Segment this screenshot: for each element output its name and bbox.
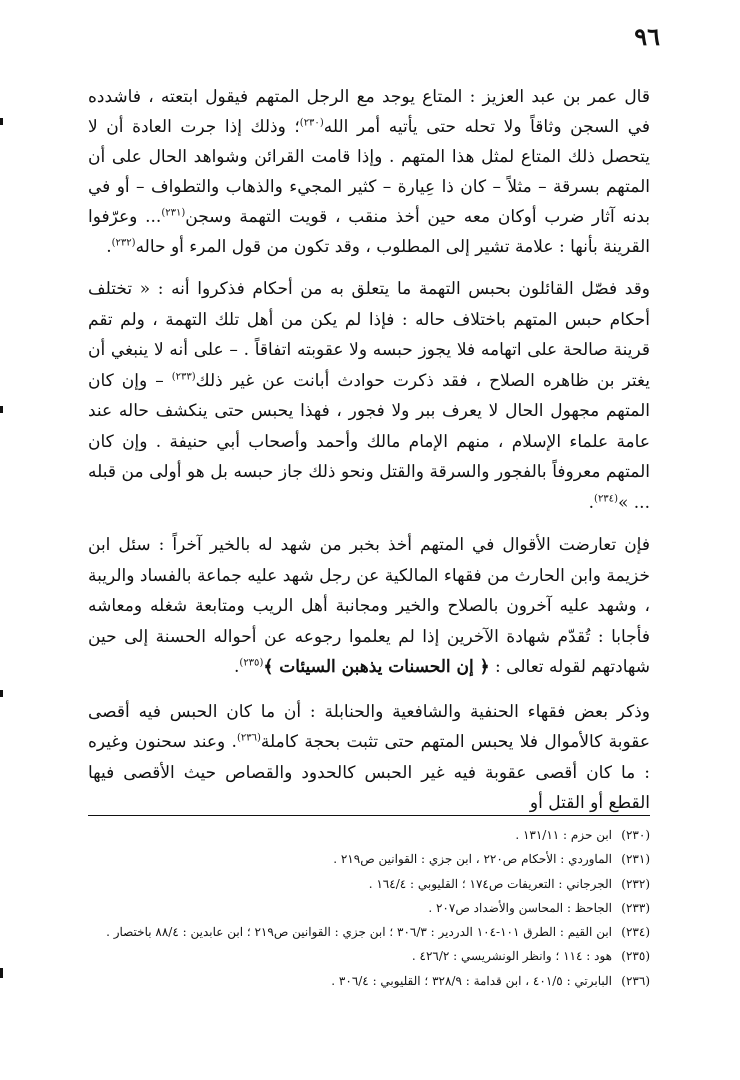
footnote-ref-230[interactable]: (٢٣٠): [299, 117, 324, 129]
footnotes-section: [70, 823, 650, 993]
paragraph-1-text: قال عمر بن عبد العزيز : المتاع يوجد مع الرجل المتهم فيقول ابتعته ، فاشدده في السجن وثاقاً ولا تحله حتى يأتيه أمر الله: [88, 87, 651, 137]
paragraph-2-text-2: – وإن كان المتهم مجهول الحال لا يعرف ببر ولا فجور ، فهذا يحبس حتى ينكشف حاله عند عامة علماء الإسلام ، منهم الإمام مالك وأحمد وأصحاب أبي حنيفة . وإن كان المتهم معروفاً بالفجور والسرقة والقتل ونحو ذلك جاز حبسه بل هو أولى من قبله ... »: [88, 370, 650, 513]
paragraph-1-text-2: ؛ وذلك إذا جرت العادة أن لا يتحصل ذلك المتاع لمثل هذا المتهم . وإذا قامت القرائن وشواهد الحال على أن المتهم بسرقة – مثلاً – كان ذا عِيارة – كثير المجيء والذهاب والتطواف – أو في بدنه آثار ضرب أوكان معه حين أخذ منقب ، قويت التهمة وسجن: [88, 117, 650, 227]
footnote-item: [70, 872, 650, 896]
footnote-number: (٢٣٣): [621, 900, 650, 915]
footnote-number: (٢٣١): [621, 852, 650, 867]
footnote-number: (٢٣٦): [621, 973, 650, 988]
paragraph-1-text-4: .: [106, 237, 112, 257]
paragraph-3-text: فإن تعارضت الأقوال في المتهم أخذ بخبر من شهد له بالخير آخراً : سئل ابن خزيمة وابن الحارث من فقهاء المالكية عن رجل شهد عليه جماعة بالفساد والريبة ، وشهد عليه آخرون بالصلاح والخير ومجانبة أهل الريب ومتابعة شغله ومعاشه فأجابا : تُقدّم شهادة الآخرين إذا لم يعلموا رجوعه عن أحواله الحسنة إلى حين شهادتهم لقوله تعالى :: [88, 535, 650, 677]
paragraph-2-text-3: .: [588, 492, 595, 513]
paragraph-2-text: وقد فصّل القائلون بحبس التهمة ما يتعلق به من أحكام فذكروا أنه : « تختلف أحكام حبس المتهم باختلاف حاله : فإذا لم يكن من أهل تلك التهمة ، ولم تقم قرينة صالحة على اتهامه فلا يجوز حبسه ولا عقوبته اتفاقاً . – على أنه لا ينبغي أن يغتر بن ظاهره الصلاح ، فقد ذكرت حوادث أبانت عن غير ذلك: [88, 279, 650, 391]
paragraph-3: [88, 530, 650, 683]
paragraph-4: [88, 697, 650, 819]
footnote-number: (٢٣٤): [621, 925, 650, 940]
paragraph-4-text-2: . وعند سحنون وغيره : ما كان أقصى عقوبة فيه غير الحبس كالحدود والقصاص حيث الأقصى فيها القطع أو القتل أو: [88, 732, 650, 813]
footnote-number: (٢٣٠): [621, 828, 650, 842]
footnote-ref-235[interactable]: (٢٣٥): [239, 657, 264, 669]
paragraph-1-text-3: ... وعرّفوا القرينة بأنها : علامة تشير إلى المطلوب ، وقد تكون من قول المرء أو حاله: [88, 207, 650, 257]
scan-edge-mark: [0, 968, 3, 978]
footnote-number: (٢٣٥): [621, 949, 650, 964]
footnote-ref-231[interactable]: (٢٣١): [161, 207, 186, 219]
footnote-number: (٢٣٢): [621, 876, 650, 891]
footnote-text: ابن القيم : الطرق ١٠١-١٠٤ الدردير : ٣٠٦/٣ ؛ ابن جزي : القوانين ص٢١٩ ؛ ابن عابدين : ٨٨/٤ باختصار .: [106, 925, 612, 940]
scan-edge-mark: [0, 690, 3, 697]
footnote-item: [70, 896, 650, 920]
footnote-ref-233[interactable]: (٢٣٣): [171, 370, 196, 382]
paragraph-3-text-2: .: [234, 657, 240, 677]
footnote-ref-234[interactable]: (٢٣٤): [594, 492, 618, 504]
footnote-item: [70, 969, 650, 993]
footnote-item: [70, 847, 650, 871]
scan-edge-mark: [0, 118, 3, 125]
paragraph-4-text: وذكر بعض فقهاء الحنفية والشافعية والحنابلة : أن ما كان الحبس فيه أقصى عقوبة كالأموال فلا يحبس المتهم حتى تثبت بحجة كاملة: [88, 701, 651, 752]
footnote-ref-232[interactable]: (٢٣٢): [111, 237, 136, 249]
footnote-ref-236[interactable]: (٢٣٦): [236, 732, 261, 744]
footnote-text: هود : ١١٤ ؛ وانظر الونشريسي : ٤٢٦/٢ .: [411, 949, 612, 964]
footnote-text: ابن حزم : ١٣١/١١ .: [515, 828, 612, 842]
footnote-item: [70, 920, 650, 944]
paragraph-2: [88, 274, 650, 518]
footnote-item: [70, 823, 650, 847]
footnote-item: [70, 944, 650, 968]
paragraph-1: [88, 82, 650, 262]
quran-verse: ﴿ إن الحسنات يذهبن السيئات ﴾: [263, 657, 490, 677]
footnote-text: البابرتي : ٤٠١/٥ ، ابن قدامة : ٣٢٨/٩ ؛ القليوبي : ٣٠٦/٤ .: [331, 973, 612, 988]
main-text: [88, 82, 650, 819]
page-number: ٩٦: [634, 22, 660, 51]
footnote-text: الجرجاني : التعريفات ص١٧٤ ؛ القليوبي : ١٦٤/٤ .: [368, 876, 612, 891]
footnote-text: الماوردي : الأحكام ص٢٢٠ ، ابن جزي : القوانين ص٢١٩ .: [333, 852, 612, 867]
scan-edge-mark: [0, 406, 3, 413]
footnote-text: الجاحظ : المحاسن والأضداد ص٢٠٧ .: [428, 900, 612, 915]
footnote-divider: [88, 815, 650, 816]
